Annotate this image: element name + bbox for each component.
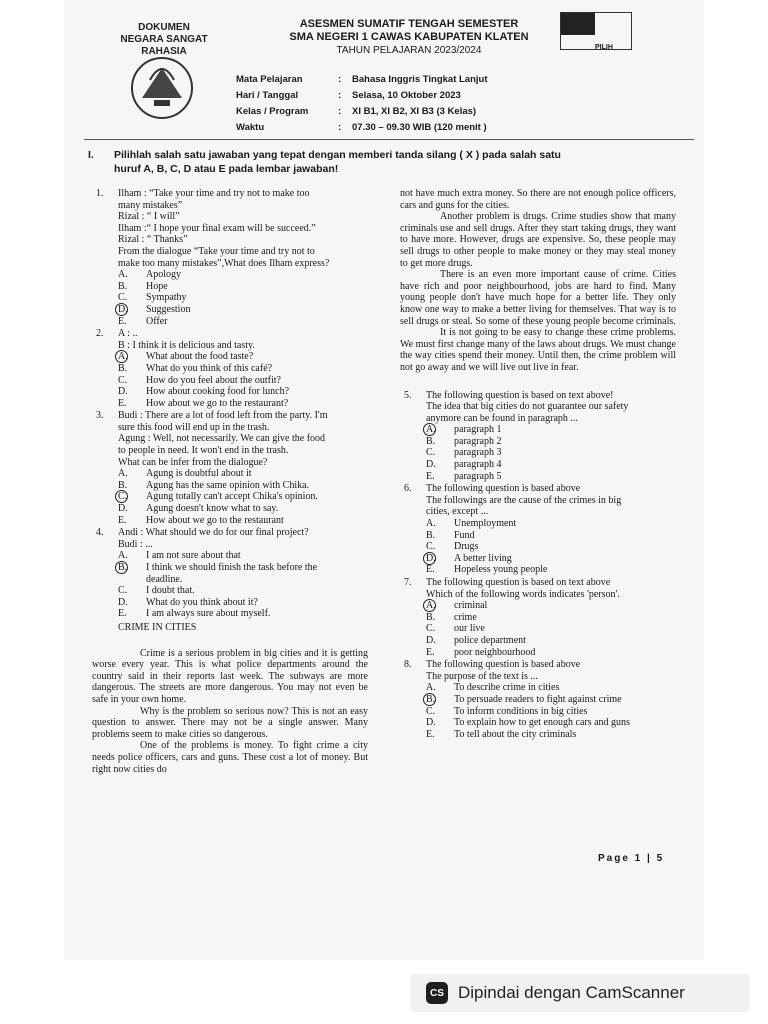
question-line: A : ..: [118, 328, 138, 340]
question-line: The purpose of the text is ...: [426, 670, 538, 682]
camscanner-label: Dipindai dengan CamScanner: [458, 983, 685, 1002]
confidential-stamp: [104, 22, 224, 58]
option-c[interactable]: C. paragraph 3: [426, 447, 502, 459]
info-value: Bahasa Inggris Tingkat Lanjut: [352, 74, 488, 85]
question-number: 2.: [96, 328, 104, 340]
option-d[interactable]: D. To explain how to get enough cars and guns: [426, 717, 630, 729]
question-number: 6.: [404, 483, 412, 495]
question-6: [400, 483, 676, 576]
question-1: [92, 188, 368, 327]
question-line: Which of the following words indicates 'person'.: [426, 588, 620, 600]
option-e[interactable]: E. paragraph 5: [426, 470, 502, 482]
option-c[interactable]: C. Sympathy: [118, 292, 187, 304]
right-column: [400, 188, 676, 741]
stamp-line: RAHASIA: [141, 46, 187, 57]
instruction-line-2: huruf A, B, C, D atau E pada lembar jawaban!: [114, 163, 339, 175]
option-d[interactable]: D. Agung doesn't know what to say.: [118, 503, 279, 515]
option-c[interactable]: C. Agung totally can't accept Chika's opinion.: [118, 491, 368, 503]
question-line: The followings are the cause of the crimes in big: [426, 494, 622, 506]
question-line: B : I think it is delicious and tasty.: [118, 339, 255, 351]
info-label: Kelas / Program: [236, 106, 309, 117]
question-line: The idea that big cities do not guarantee our safety: [426, 401, 629, 413]
option-b-continued: deadline.: [146, 573, 183, 585]
option-e[interactable]: E. How about we go to the restaurant?: [118, 397, 289, 409]
passage-paragraph: One of the problems is money. To fight crime a city needs police officers, cars and guns. These cost a lot of money. But right now cities do: [92, 740, 368, 775]
info-row-class: Kelas / Program : XI B1, XI B2, XI B3 (3 Kelas): [236, 104, 488, 120]
header-divider: [84, 139, 694, 140]
question-line: make too many mistakes”,What does Ilham express?: [118, 257, 330, 269]
question-number: 5.: [404, 389, 412, 401]
option-a[interactable]: A. paragraph 1: [426, 424, 676, 436]
option-c[interactable]: C. I doubt that.: [118, 585, 195, 597]
passage-left: [92, 648, 368, 776]
option-d[interactable]: D. police department: [426, 634, 526, 646]
title-line-2: SMA NEGERI 1 CAWAS KABUPATEN KLATEN: [289, 31, 529, 43]
title-line-1: ASESMEN SUMATIF TENGAH SEMESTER: [299, 18, 519, 30]
answer-mark-circle: [423, 693, 436, 706]
option-b[interactable]: B. To persuade readers to fight against crime: [426, 694, 676, 706]
question-line: The following question is based above: [426, 659, 581, 671]
info-value: XI B1, XI B2, XI B3 (3 Kelas): [352, 106, 477, 117]
option-d[interactable]: D. What do you think about it?: [118, 596, 258, 608]
corner-label: PILIH: [595, 44, 613, 51]
info-value: 07.30 – 09.30 WIB (120 menit ): [352, 122, 487, 133]
exam-title: [264, 18, 554, 57]
answer-mark-circle: [423, 552, 436, 565]
question-line: many mistakes”: [118, 199, 183, 211]
option-c[interactable]: C. To inform conditions in big cities: [426, 705, 588, 717]
question-number: 4.: [96, 527, 104, 539]
question-3: [92, 410, 368, 526]
title-line-3: TAHUN PELAJARAN 2023/2024: [336, 45, 482, 56]
question-line: cities, except ...: [426, 506, 489, 518]
info-label: Hari / Tanggal: [236, 90, 299, 101]
option-e[interactable]: E. Offer: [118, 315, 168, 327]
question-line: The following question is based on text above: [426, 577, 611, 588]
passage-paragraph: Another problem is drugs. Crime studies show that many criminals use and sell drugs. After they start taking drugs, they want to have more. However, drugs are expensive. So, these people may sell drugs to other people to make money or they may steal money to get more drugs.: [400, 211, 676, 269]
info-label: Mata Pelajaran: [236, 74, 303, 85]
option-b[interactable]: B. crime: [426, 611, 477, 623]
question-number: 1.: [96, 188, 104, 199]
exam-paper: [64, 0, 704, 960]
option-e[interactable]: E. Hopeless young people: [426, 564, 548, 576]
question-line: Budi : ...: [118, 538, 153, 550]
question-line: Ilham :“ I hope your final exam will be succeed.”: [118, 222, 316, 234]
question-number: 7.: [404, 577, 412, 588]
camscanner-watermark: [410, 974, 750, 1012]
option-a[interactable]: A. Apology: [118, 269, 181, 281]
answer-mark-circle: [115, 303, 128, 316]
passage-paragraph: There is an even more important cause of crime. Cities have rich and poor neighbourhood, jobs are hard to find. Many young people don't have much hope for a better life. They only know one way to make a better living for themselves. That way is to sell drugs or steal. So some of these young people become criminals.: [400, 269, 676, 327]
info-row-date: Hari / Tanggal : Selasa, 10 Oktober 2023: [236, 88, 488, 104]
option-b[interactable]: B. Agung has the same opinion with Chika.: [118, 479, 310, 491]
question-2: [92, 328, 368, 409]
option-b[interactable]: B. paragraph 2: [426, 435, 502, 447]
question-number: 3.: [96, 410, 104, 422]
question-line: Rizal : “ I will”: [118, 211, 180, 223]
question-5: [400, 390, 676, 483]
option-a[interactable]: A. To describe crime in cities: [426, 682, 560, 694]
page-number: Page 1 | 5: [598, 853, 665, 864]
option-d[interactable]: D. paragraph 4: [426, 459, 502, 471]
question-line: Andi : What should we do for our final project?: [118, 527, 309, 539]
option-c[interactable]: C. Drugs: [426, 541, 479, 553]
option-b[interactable]: B. Hope: [118, 280, 168, 292]
passage-title: CRIME IN CITIES: [118, 621, 197, 633]
passage-paragraph: Why is the problem so serious now? This is not an easy question to answer. There may not be a single answer. Many problems seem to make cities so dangerous.: [92, 705, 368, 740]
question-line: Rizal : “ Thanks”: [118, 234, 188, 246]
info-label: Waktu: [236, 122, 265, 133]
stamp-line: NEGARA SANGAT: [120, 34, 208, 45]
question-line: Ilham : “Take your time and try not to make too: [118, 188, 310, 199]
option-e[interactable]: E. I am always sure about myself.: [118, 608, 271, 620]
question-line: Budi : There are a lot of food left from the party. I'm: [118, 410, 328, 422]
option-e[interactable]: E. To tell about the city criminals: [426, 728, 577, 740]
info-row-subject: Mata Pelajaran : Bahasa Inggris Tingkat Lanjut: [236, 72, 488, 88]
option-c[interactable]: C. our live: [426, 623, 485, 635]
passage-paragraph: not have much extra money. So there are not enough police officers, cars and guns for the cities.: [400, 188, 676, 211]
question-4: [92, 527, 368, 620]
option-a[interactable]: A. criminal: [426, 600, 676, 612]
option-d[interactable]: D. Suggestion: [118, 304, 368, 316]
option-b[interactable]: B. I think we should finish the task before the: [118, 562, 368, 574]
exam-info: [236, 72, 488, 136]
passage-paragraph: Crime is a serious problem in big cities and it is getting worse every year. This is what police departments around the country said in their reports last week. The subways are more dangerous. The streets are more dangerous. You may not even be safe in your own home.: [92, 647, 368, 705]
option-d[interactable]: D. How about cooking food for lunch?: [118, 386, 290, 398]
question-line: The following question is based above: [426, 483, 581, 495]
question-line: anymore can be found in paragraph ...: [426, 412, 578, 424]
question-line: Agung : Well, not necessarily. We can give the food: [118, 433, 326, 445]
instruction-line-1: Pilihlah salah satu jawaban yang tepat dengan memberi tanda silang ( X ) pada salah satu: [114, 149, 561, 161]
question-8: [400, 659, 676, 740]
option-d[interactable]: D. A better living: [426, 553, 676, 565]
question-line: What can be infer from the dialogue?: [118, 456, 268, 468]
question-7: [400, 577, 676, 658]
option-a[interactable]: A. I am not sure about that: [118, 550, 241, 562]
question-number: 8.: [404, 659, 412, 671]
option-b[interactable]: B. What do you think of this café?: [118, 362, 273, 374]
option-a[interactable]: A. Agung is doubtful about it: [118, 468, 252, 480]
question-line: From the dialogue “Take your time and try not to: [118, 245, 315, 257]
instruction: [88, 148, 688, 176]
option-c[interactable]: C. How do you feel about the outfit?: [118, 374, 281, 386]
question-line: sure this food will end up in the trash.: [118, 421, 270, 433]
option-b[interactable]: B. Fund: [426, 529, 475, 541]
question-line: to people in need. It won't end in the trash.: [118, 445, 289, 457]
option-a[interactable]: A. Unemployment: [426, 518, 517, 530]
question-line: The following question is based on text above!: [426, 389, 614, 401]
stamp-line: DOKUMEN: [138, 22, 190, 33]
section-number: I.: [88, 149, 94, 161]
passage-paragraph: It is not going to be easy to change these crime problems. We must first change many of the laws about drugs. We must change the way cities spend their money. Until then, the crime problem will not go away and we will live out live in fear.: [400, 327, 676, 373]
camscanner-icon: CS: [426, 982, 448, 1004]
option-e[interactable]: E. poor neighbourhood: [426, 646, 536, 658]
left-column: [92, 188, 368, 775]
info-value: Selasa, 10 Oktober 2023: [352, 90, 461, 101]
option-e[interactable]: E. How about we go to the restaurant: [118, 514, 284, 526]
answer-mark-circle: [115, 561, 128, 574]
option-a[interactable]: A. What about the food taste?: [118, 351, 368, 363]
info-row-time: Waktu : 07.30 – 09.30 WIB (120 menit ): [236, 120, 488, 136]
